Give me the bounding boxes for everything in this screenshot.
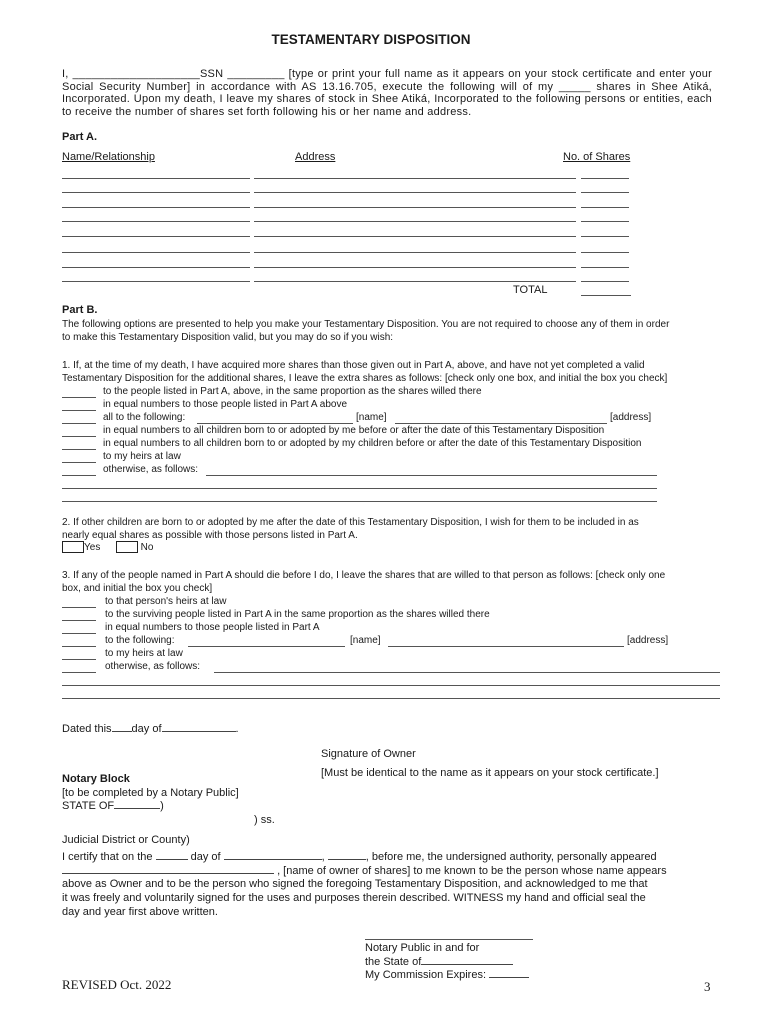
question-3: box, and initial the box you check] [62, 583, 213, 594]
name-field[interactable] [62, 236, 250, 237]
state-of-label: STATE OF [62, 800, 115, 812]
state-of-line [62, 799, 164, 812]
col-header-name: Name/Relationship [62, 151, 155, 163]
day-field[interactable] [156, 850, 188, 860]
initial-field[interactable] [62, 436, 96, 437]
shares-field[interactable] [581, 267, 629, 268]
dated-label: Dated this [62, 723, 112, 735]
name-field[interactable] [188, 646, 345, 647]
text-field[interactable] [62, 685, 720, 686]
shares-field[interactable] [581, 192, 629, 193]
revised-date: REVISED Oct. 2022 [62, 977, 172, 992]
notary-state-field[interactable] [421, 955, 513, 965]
state-of-label: the State of [365, 956, 422, 968]
certify-line-1 [62, 850, 657, 863]
yes-label: Yes [84, 542, 101, 553]
initial-field[interactable] [62, 659, 96, 660]
notary-note: [to be completed by a Notary Public] [62, 787, 239, 799]
question-1: Testamentary Disposition for the additional shares, I leave the extra shares as follows: [check only one box, and initial the box you check] [62, 373, 668, 384]
question-2: 2. If other children are born to or adopted by me after the date of this Testamentary Disposition, I wish for them to be included in as [62, 517, 639, 528]
option-label: otherwise, as follows: [103, 464, 199, 475]
ss-label: ) ss. [254, 814, 275, 826]
yes-no-row [62, 541, 153, 554]
intro-paragraph: I, ____________________SSN _________ [type or print your full name as it appears on your stock certificate and enter your Social Security Number] in accordance with AS 13.16.705, execute the following will of my _____ shares in Shee Atiká, Incorporated. Upon my death, I leave my shares of stock in Shee Atiká, Incorporated to the following persons or entities, each to receive the number of shares set forth following his or her name and address. [62, 68, 712, 118]
initial-field[interactable] [62, 423, 96, 424]
cert-text: I certify that on the [62, 851, 153, 863]
state-field[interactable] [114, 799, 160, 809]
initial-field[interactable] [62, 620, 96, 621]
part-b-heading: Part B. [62, 304, 98, 316]
month-field[interactable] [224, 850, 322, 860]
signature-of-owner-label: Signature of Owner [321, 748, 416, 760]
option-label: to that person's heirs at law [105, 596, 227, 607]
certify-line-2 [62, 864, 667, 877]
text-field[interactable] [62, 501, 657, 502]
address-field[interactable] [254, 267, 576, 268]
certify-line-4: it was freely and voluntarily signed for the uses and purposes therein described. WITNESS my hand and official seal the [62, 892, 646, 904]
commission-line [365, 968, 529, 981]
state-of-notary [365, 955, 513, 968]
option-label: [name] [356, 412, 387, 423]
name-field[interactable] [62, 267, 250, 268]
option-label: in equal numbers to all children born to or adopted by me before or after the date of this Testamentary Disposition [103, 425, 605, 436]
option-label: to the surviving people listed in Part A in the same proportion as the shares willed there [105, 609, 490, 620]
commission-field[interactable] [489, 968, 529, 978]
option-label: in equal numbers to those people listed in Part A [105, 622, 320, 633]
part-b-intro: to make this Testamentary Disposition valid, but you may do so if you wish: [62, 332, 394, 343]
no-checkbox[interactable] [116, 541, 138, 553]
certify-line-3: above as Owner and to be the person who signed the foregoing Testamentary Disposition, and acknowledged to me that [62, 878, 648, 890]
district-label: Judicial District or County) [62, 834, 190, 846]
initial-field[interactable] [62, 672, 96, 673]
question-2: nearly equal shares as possible with those persons listed in Part A. [62, 530, 358, 541]
address-field[interactable] [254, 236, 576, 237]
name-field[interactable] [62, 178, 250, 179]
page-title: TESTAMENTARY DISPOSITION [271, 32, 471, 47]
shares-field[interactable] [581, 207, 629, 208]
initial-field[interactable] [62, 475, 96, 476]
certify-line-5: day and year first above written. [62, 906, 218, 918]
initial-field[interactable] [62, 462, 96, 463]
initial-field[interactable] [62, 397, 96, 398]
option-label: otherwise, as follows: [105, 661, 201, 672]
page-number: 3 [704, 979, 711, 994]
notary-signature-line[interactable] [365, 939, 533, 940]
day-of-label: day of [131, 723, 162, 735]
address-field[interactable] [254, 178, 576, 179]
name-field[interactable] [62, 192, 250, 193]
option-label: to the following: [105, 635, 175, 646]
text-field[interactable] [62, 488, 657, 489]
owner-name-field[interactable] [62, 864, 274, 874]
total-label: TOTAL [513, 284, 548, 296]
day-field[interactable] [112, 722, 132, 732]
option-label: in equal numbers to all children born to or adopted by my children before or after the date of this Testamentary Disposition [103, 438, 642, 449]
name-field[interactable] [62, 207, 250, 208]
option-label: to my heirs at law [105, 648, 183, 659]
state-paren: ) [160, 800, 164, 812]
option-label: [address] [627, 635, 669, 646]
signature-note: [Must be identical to the name as it appears on your stock certificate.] [321, 767, 659, 779]
yes-checkbox[interactable] [62, 541, 84, 553]
cert-text: day of [190, 851, 221, 863]
option-label: in equal numbers to those people listed in Part A above [103, 399, 348, 410]
initial-field[interactable] [62, 449, 96, 450]
month-field[interactable] [162, 722, 236, 732]
year-field[interactable] [328, 850, 366, 860]
option-label: to the people listed in Part A, above, in the same proportion as the shares willed there [103, 386, 482, 397]
total-shares-field[interactable] [581, 295, 631, 296]
no-label: No [140, 542, 154, 553]
shares-field[interactable] [581, 236, 629, 237]
shares-field[interactable] [581, 281, 629, 282]
option-label: all to the following: [103, 412, 186, 423]
col-header-shares: No. of Shares [563, 151, 631, 163]
text-field[interactable] [214, 672, 720, 673]
shares-field[interactable] [581, 221, 629, 222]
address-field[interactable] [254, 281, 576, 282]
col-header-address: Address [295, 151, 336, 163]
address-field[interactable] [254, 192, 576, 193]
cert-text: , [name of owner of shares] to me known to be the person whose name appears [277, 865, 667, 877]
shares-field[interactable] [581, 252, 629, 253]
address-field[interactable] [254, 252, 576, 253]
part-b-intro: The following options are presented to help you make your Testamentary Disposition. You are not required to choose any of them in order [62, 319, 670, 330]
cert-text: , [321, 851, 325, 863]
question-1: 1. If, at the time of my death, I have acquired more shares than those given out in Part A, above, and have not yet completed a valid [62, 360, 645, 371]
address-field[interactable] [254, 207, 576, 208]
initial-field[interactable] [62, 410, 96, 411]
initial-field[interactable] [62, 633, 96, 634]
notary-public-label: Notary Public in and for [365, 942, 480, 954]
name-field[interactable] [62, 281, 250, 282]
address-field[interactable] [388, 646, 624, 647]
text-field[interactable] [206, 475, 657, 476]
notary-block-heading: Notary Block [62, 773, 130, 785]
cert-text: , before me, the undersigned authority, personally appeared [365, 851, 657, 863]
period: . [235, 723, 239, 735]
initial-field[interactable] [62, 646, 96, 647]
option-label: [name] [350, 635, 381, 646]
name-field[interactable] [62, 252, 250, 253]
dated-line [62, 722, 239, 735]
shares-field[interactable] [581, 178, 629, 179]
option-label: [address] [610, 412, 652, 423]
text-field[interactable] [62, 698, 720, 699]
part-a-heading: Part A. [62, 131, 98, 143]
option-label: to my heirs at law [103, 451, 181, 462]
question-3: 3. If any of the people named in Part A should die before I do, I leave the shares that are willed to that person as follows: [check only one [62, 570, 666, 581]
commission-label: My Commission Expires: [365, 969, 487, 981]
name-field[interactable] [62, 221, 250, 222]
address-field[interactable] [254, 221, 576, 222]
initial-field[interactable] [62, 607, 96, 608]
